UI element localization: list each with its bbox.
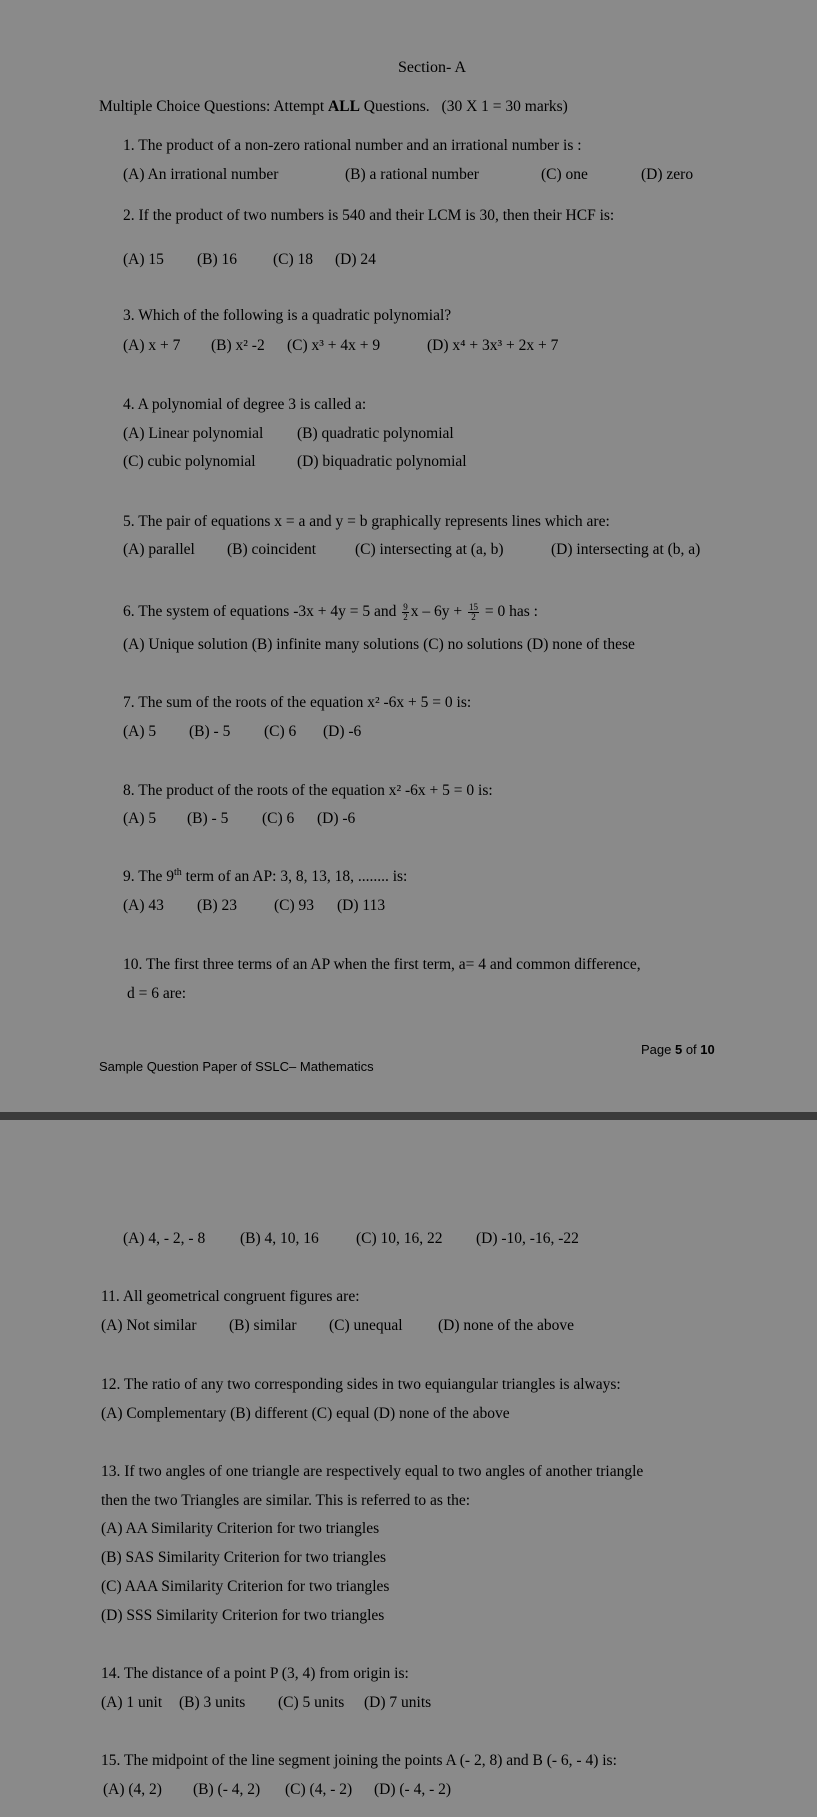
question-8-stem: 8. The product of the roots of the equation x² -6x + 5 = 0 is: — [123, 782, 493, 799]
option-c: (C) 6 — [262, 810, 295, 827]
option-a: (A) 5 — [123, 723, 157, 740]
option-b: (B) similar — [229, 1317, 297, 1334]
question-13-stem-line-2: then the two Triangles are similar. This is referred to as the: — [101, 1492, 471, 1509]
question-6-stem — [123, 603, 538, 622]
option-a: (A) Linear polynomial — [123, 425, 264, 442]
question-10-stem-line-2: d = 6 are: — [127, 985, 187, 1002]
option-a: (A) 1 unit — [101, 1694, 163, 1711]
option-a: (A) 4, - 2, - 8 — [123, 1230, 206, 1247]
option-b: (B) (- 4, 2) — [193, 1781, 261, 1798]
option-b: (B) 16 — [197, 251, 238, 268]
option-b: (B) a rational number — [345, 166, 479, 183]
option-c: (C) intersecting at (a, b) — [355, 541, 504, 558]
option-d: (D) biquadratic polynomial — [297, 453, 467, 470]
option-a: (A) Not similar — [101, 1317, 197, 1334]
page-current: 5 — [674, 1042, 683, 1057]
question-6-stem-start: 6. The system of equations -3x + 4y = 5 and — [123, 603, 401, 621]
option-c: (C) AAA Similarity Criterion for two triangles — [101, 1578, 390, 1595]
page-prefix: Page — [641, 1042, 675, 1057]
option-b: (B) - 5 — [189, 723, 231, 740]
option-d: (D) -6 — [317, 810, 356, 827]
instructions-prefix: Multiple Choice Questions: Attempt — [99, 98, 329, 115]
option-b: (B) SAS Similarity Criterion for two triangles — [101, 1549, 387, 1566]
marks-label: (30 X 1 = 30 marks) — [441, 98, 568, 115]
option-b: (B) quadratic polynomial — [297, 425, 454, 442]
question-13-stem-line-1: 13. If two angles of one triangle are respectively equal to two angles of another triangle — [101, 1463, 644, 1480]
option-c: (C) cubic polynomial — [123, 453, 256, 470]
option-a: (A) 5 — [123, 810, 157, 827]
option-a: (A) (4, 2) — [103, 1781, 162, 1798]
option-a: (A) parallel — [123, 541, 195, 558]
option-a: (A) x + 7 — [123, 337, 181, 354]
section-title: Section- A — [398, 59, 466, 76]
option-c: (C) 10, 16, 22 — [356, 1230, 443, 1247]
question-6-stem-middle: x – 6y + — [410, 603, 466, 621]
footer-title: Sample Question Paper of SSLC– Mathematics — [99, 1059, 374, 1074]
ordinal-suffix: th — [173, 866, 182, 878]
question-14-stem: 14. The distance of a point P (3, 4) from origin is: — [101, 1665, 409, 1682]
question-3-stem: 3. Which of the following is a quadratic polynomial? — [123, 307, 452, 324]
option-d: (D) -10, -16, -22 — [476, 1230, 579, 1247]
question-1-stem: 1. The product of a non-zero rational number and an irrational number is : — [123, 137, 582, 154]
question-2-stem: 2. If the product of two numbers is 540 and their LCM is 30, then their HCF is: — [123, 207, 615, 224]
option-c: (C) 93 — [274, 897, 315, 914]
option-d: (D) x⁴ + 3x³ + 2x + 7 — [427, 337, 559, 354]
fraction-fifteen-halves — [468, 603, 479, 622]
question-9-stem — [123, 868, 407, 886]
option-d: (D) 24 — [335, 251, 376, 268]
option-a: (A) 15 — [123, 251, 164, 268]
option-c: (C) (4, - 2) — [285, 1781, 353, 1798]
option-c: (C) unequal — [329, 1317, 403, 1334]
question-6-stem-end: = 0 has : — [480, 603, 538, 621]
option-d: (D) intersecting at (b, a) — [551, 541, 701, 558]
question-9-stem-end: term of an AP: 3, 8, 13, 18, ........ is: — [181, 868, 408, 885]
option-b: (B) x² -2 — [211, 337, 265, 354]
question-5-stem: 5. The pair of equations x = a and y = b graphically represents lines which are: — [123, 513, 610, 530]
option-a: (A) AA Similarity Criterion for two triangles — [101, 1520, 380, 1537]
fraction-nine-halves — [402, 603, 409, 622]
option-c: (C) one — [541, 166, 588, 183]
option-c: (C) 18 — [273, 251, 314, 268]
fraction-denominator: 2 — [471, 612, 476, 622]
page-total: 10 — [700, 1042, 715, 1057]
page-divider — [0, 1112, 817, 1120]
instructions-bold: ALL — [328, 98, 360, 115]
option-b: (B) 4, 10, 16 — [240, 1230, 319, 1247]
fraction-numerator: 15 — [468, 602, 478, 612]
page-number — [641, 1041, 715, 1059]
page-of: of — [682, 1042, 701, 1057]
option-c: (C) 5 units — [278, 1694, 345, 1711]
question-12-stem: 12. The ratio of any two corresponding sides in two equiangular triangles is always: — [101, 1376, 621, 1393]
option-d: (D) 7 units — [364, 1694, 432, 1711]
question-9-stem-start: 9. The 9 — [123, 868, 174, 885]
question-6-options: (A) Unique solution (B) infinite many solutions (C) no solutions (D) none of these — [123, 636, 635, 653]
question-12-options: (A) Complementary (B) different (C) equal (D) none of the above — [101, 1405, 510, 1422]
option-d: (D) (- 4, - 2) — [374, 1781, 452, 1798]
instructions — [99, 98, 568, 116]
option-b: (B) 3 units — [179, 1694, 246, 1711]
question-15-stem: 15. The midpoint of the line segment joining the points A (- 2, 8) and B (- 6, - 4) is: — [101, 1752, 617, 1769]
option-b: (B) 23 — [197, 897, 238, 914]
option-d: (D) zero — [641, 166, 694, 183]
instructions-suffix: Questions. — [359, 98, 430, 115]
option-d: (D) -6 — [323, 723, 362, 740]
option-c: (C) 6 — [264, 723, 297, 740]
question-4-stem: 4. A polynomial of degree 3 is called a: — [123, 396, 367, 413]
option-d: (D) 113 — [337, 897, 386, 914]
option-b: (B) - 5 — [187, 810, 229, 827]
exam-page-6 — [0, 1120, 817, 1817]
option-d: (D) none of the above — [438, 1317, 575, 1334]
option-b: (B) coincident — [227, 541, 317, 558]
option-d: (D) SSS Similarity Criterion for two triangles — [101, 1607, 385, 1624]
question-11-stem: 11. All geometrical congruent figures are: — [101, 1288, 360, 1305]
fraction-numerator: 9 — [403, 602, 408, 612]
question-10-stem-line-1: 10. The first three terms of an AP when the first term, a= 4 and common difference, — [123, 956, 641, 973]
option-a: (A) 43 — [123, 897, 164, 914]
fraction-denominator: 2 — [403, 612, 408, 622]
option-c: (C) x³ + 4x + 9 — [287, 337, 381, 354]
option-a: (A) An irrational number — [123, 166, 279, 183]
question-7-stem: 7. The sum of the roots of the equation x² -6x + 5 = 0 is: — [123, 694, 472, 711]
